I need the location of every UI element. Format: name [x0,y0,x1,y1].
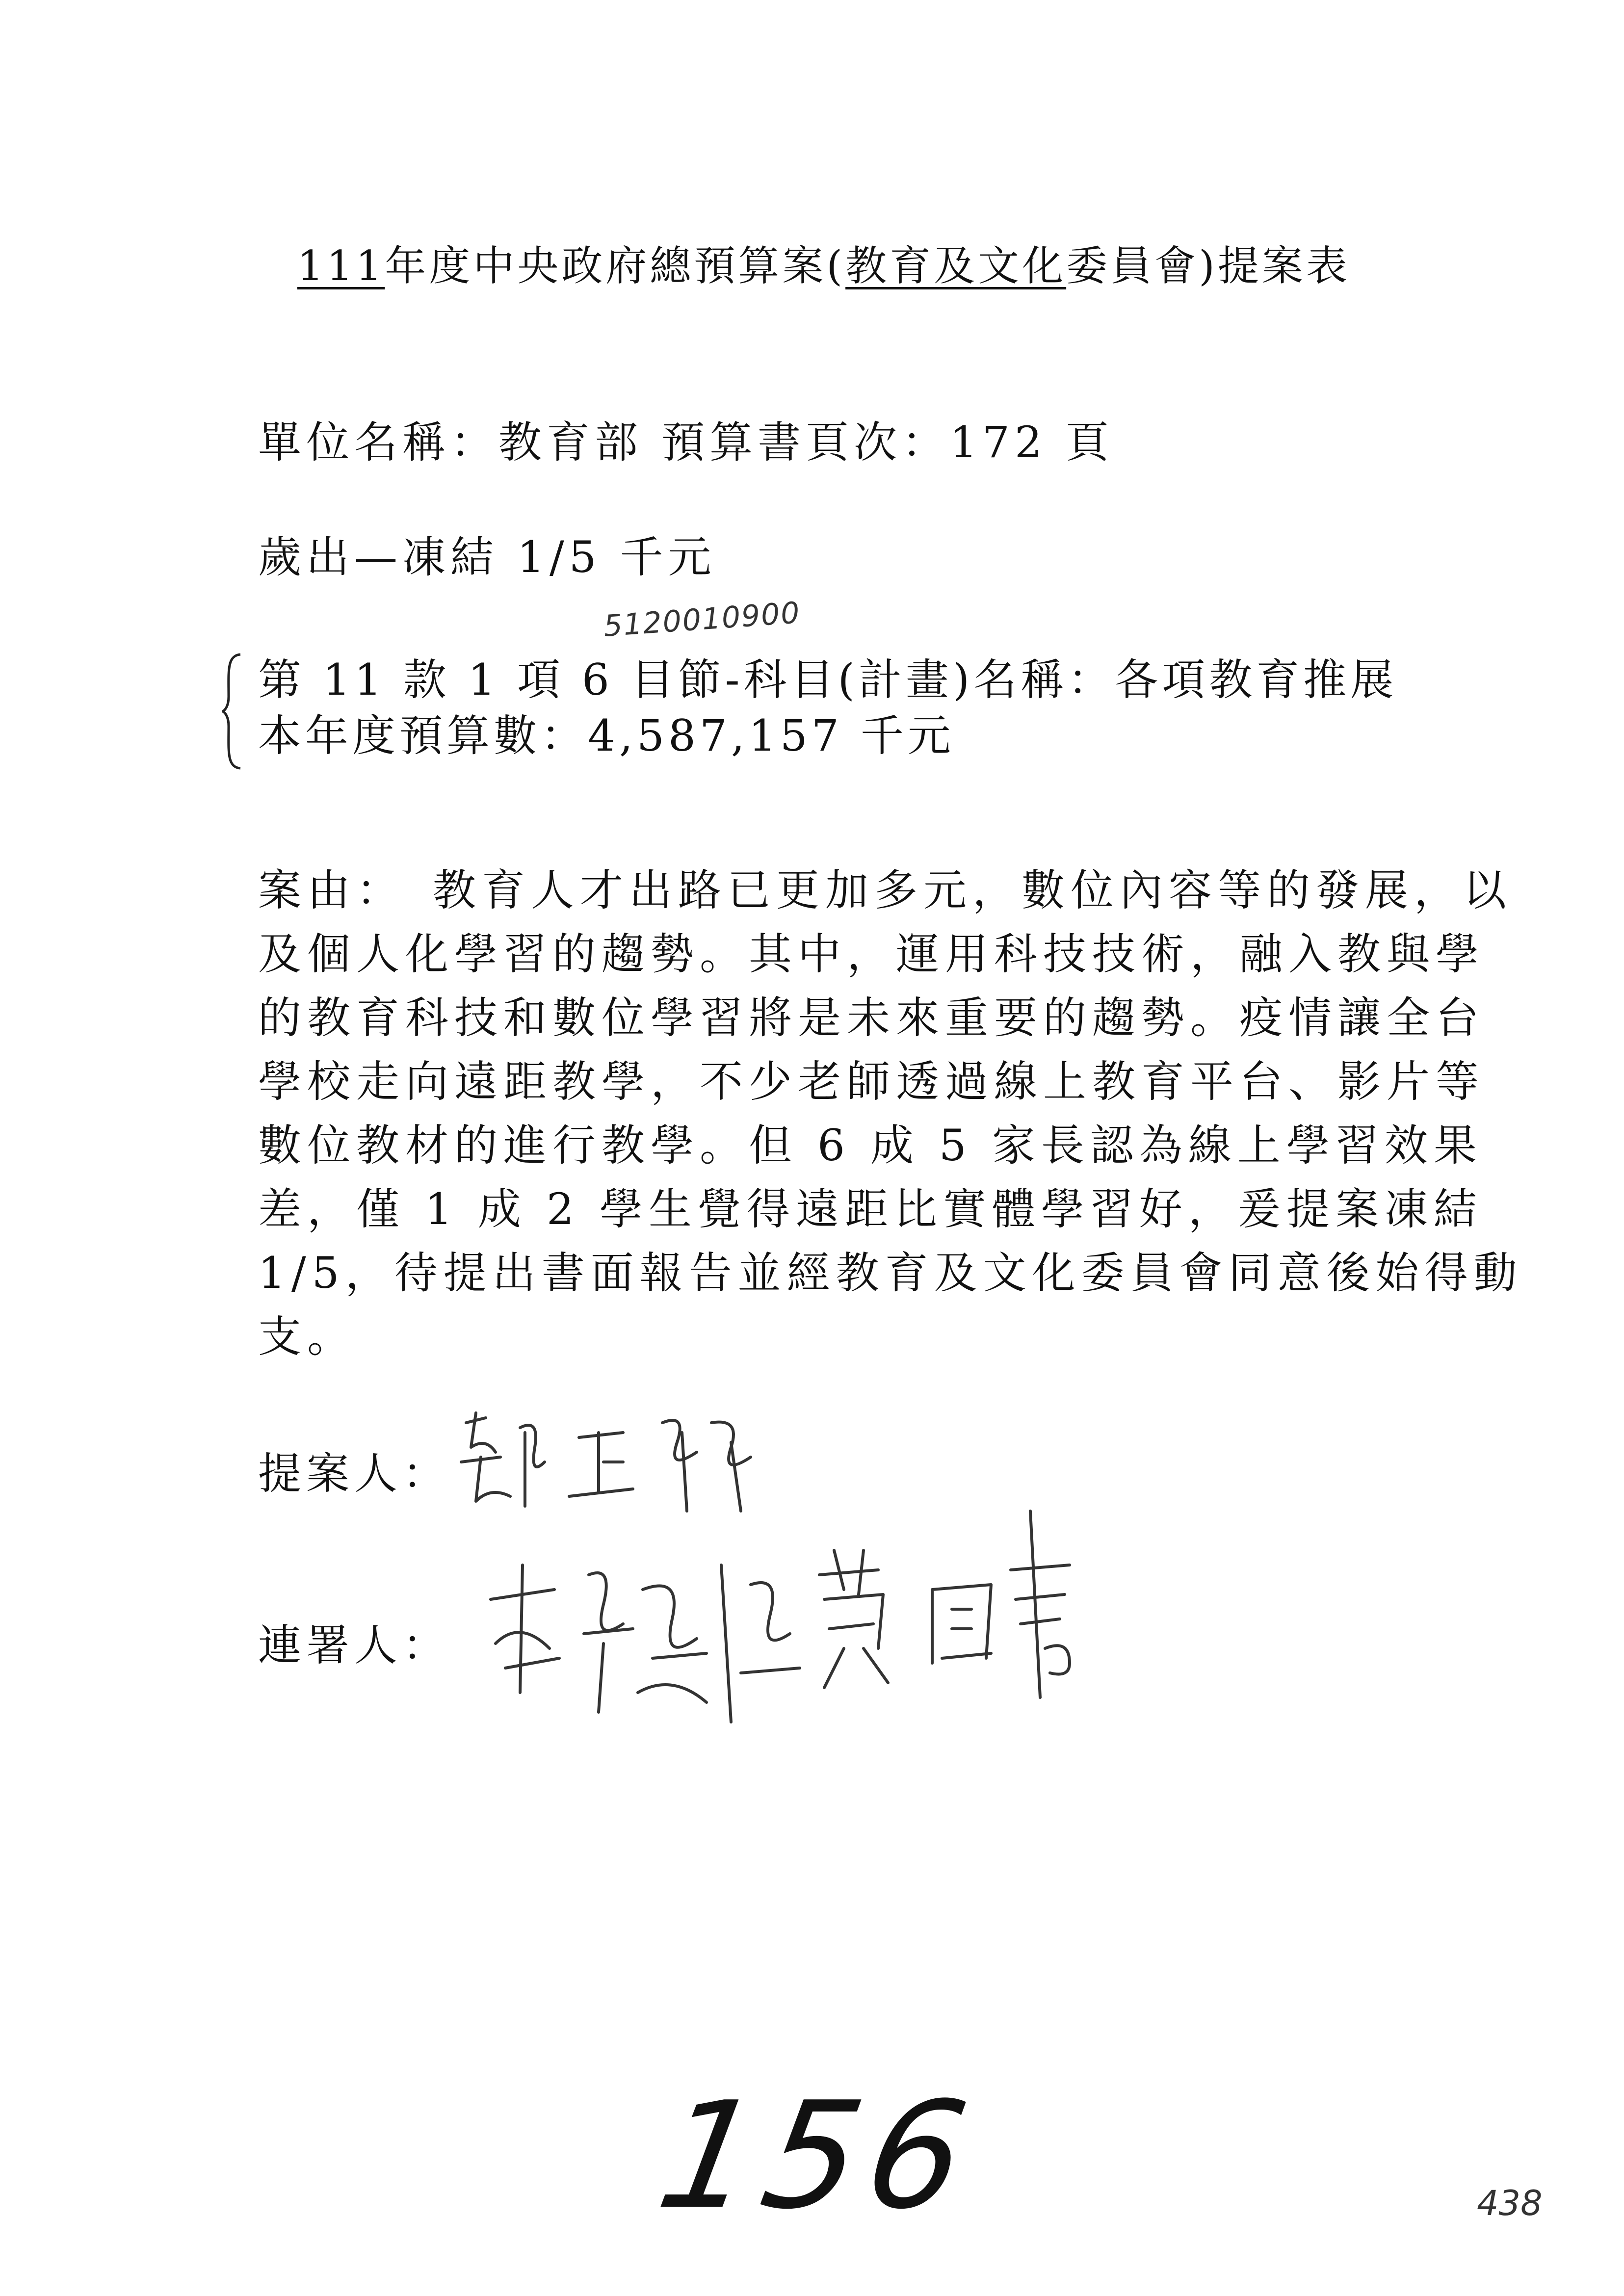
bracket-mark [222,652,241,770]
freeze-line: 歲出—凍結 1/5 千元 [258,532,716,582]
title-part-a: 年度中央政府總預算案( [385,242,846,290]
fiscal-year: 111 [297,242,385,290]
reason-line: 案由： 教育人才出路已更加多元，數位內容等的發展，以 [258,865,1513,915]
page-title [297,242,1350,290]
reason-line: 學校走向遠距教學，不少老師透過線上教育平台、影片等 [258,1056,1485,1107]
reason-line: 差，僅 1 成 2 學生覺得遠距比實體學習好，爰提案凍結 [258,1184,1483,1234]
item-line: 第 11 款 1 項 6 目節-科目(計畫)名稱：各項教育推展 [258,654,1398,705]
committee-name: 教育及文化 [845,242,1067,290]
reason-line: 支。 [258,1311,357,1362]
stamp-number: 438 [1477,2183,1543,2223]
title-part-b: 委員會)提案表 [1066,242,1350,290]
handwritten-code: 5120010900 [602,596,802,644]
unit-line: 單位名稱：教育部 預算書頁次：172 頁 [258,417,1114,468]
reason-line: 數位教材的進行教學。但 6 成 5 家長認為線上學習效果 [258,1120,1483,1171]
proposer-signature [456,1403,800,1521]
reason-paragraph [258,859,1523,1369]
budget-line: 本年度預算數：4,587,157 千元 [258,710,955,761]
page-number: 156 [647,2070,988,2242]
proposer-label: 提案人： [258,1448,451,1499]
cosigner-signature-2 [814,1501,1158,1707]
reason-line: 1/5，待提出書面報告並經教育及文化委員會同意後始得動 [258,1248,1523,1298]
reason-line: 的教育科技和數位學習將是未來重要的趨勢。疫情讓全台 [258,992,1485,1043]
reason-line: 及個人化學習的趨勢。其中，運用科技技術，融入教與學 [258,929,1485,979]
cosigner-label: 連署人： [258,1620,451,1670]
